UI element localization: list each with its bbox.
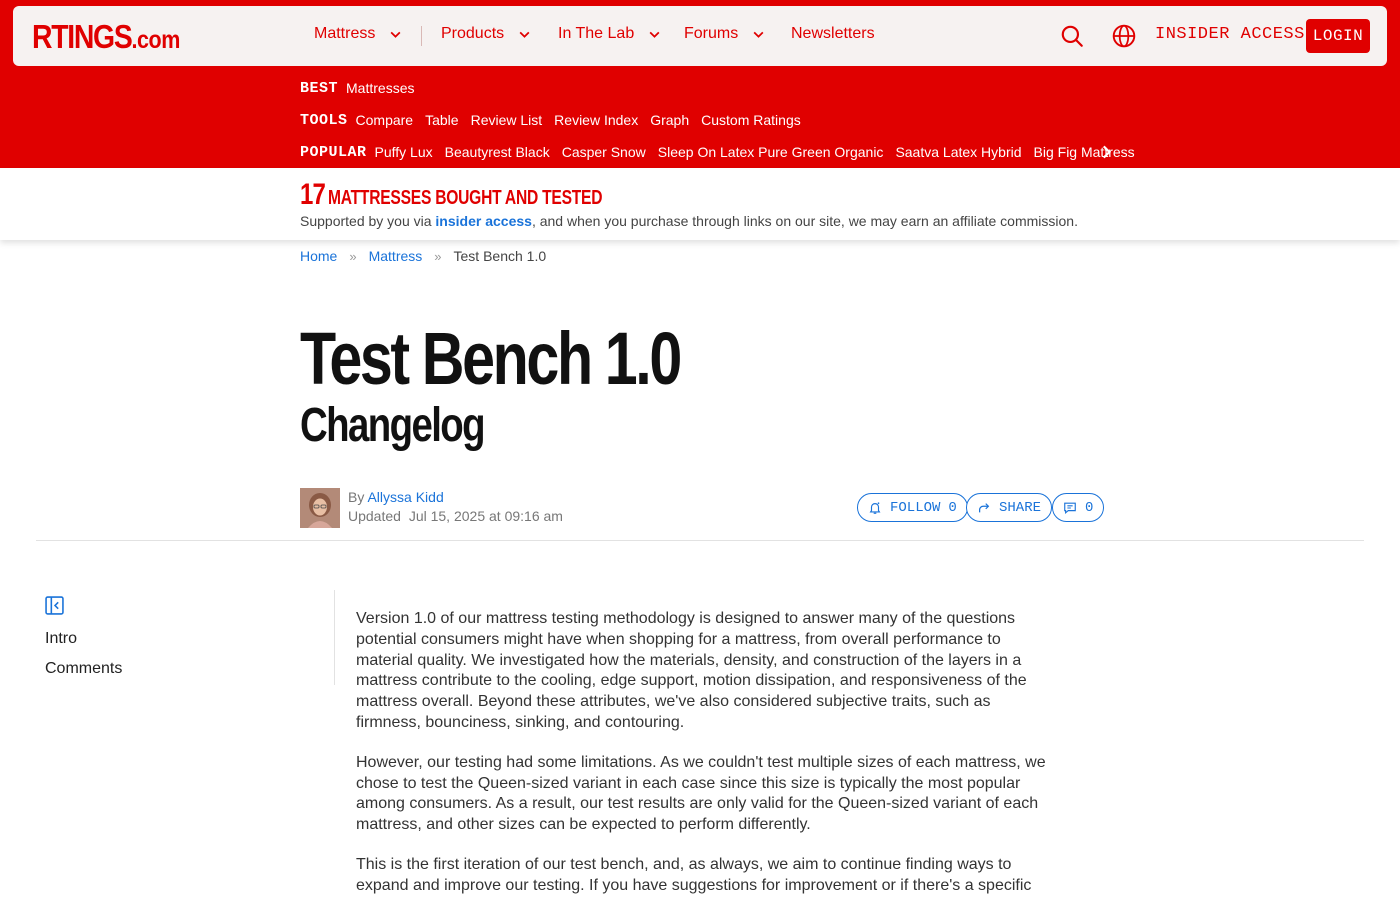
- article-paragraph: Version 1.0 of our mattress testing methodology is designed to answer many of the questions potential consumers might have when shopping for a mattress, from overall performance to material quality. We investigated how the materials, density, and construction of the layers in a mattress contribute to the cooling, edge support, motion dissipation, and responsiveness of the mattress overall. Beyond these attributes, we've also considered subjective traits, such as firmness, bounciness, sinking, and contouring.: [356, 610, 1027, 731]
- top-navbar: [13, 6, 1387, 66]
- article-body: [356, 609, 1046, 916]
- subnav-popular-scroller: [300, 141, 1135, 163]
- subnav-link[interactable]: Review List: [470, 112, 543, 128]
- nav-label: Forums: [684, 25, 739, 42]
- sidebar-collapse-icon[interactable]: [45, 596, 64, 615]
- subnav-tools-label: TOOLS: [300, 111, 348, 129]
- affiliate-text: , and when you purchase through links on our site, we may earn an affiliate commission.: [531, 213, 1078, 229]
- subnav-link[interactable]: Compare: [355, 112, 414, 128]
- updated-label: Updated: [348, 508, 401, 524]
- logo-suffix: .com: [131, 26, 180, 54]
- by-label: By: [348, 489, 365, 505]
- affiliate-text: Supported by you via: [300, 213, 436, 229]
- nav-newsletters[interactable]: [791, 25, 875, 43]
- globe-icon[interactable]: [1111, 23, 1137, 49]
- byline: [348, 489, 444, 505]
- affiliate-notice: [300, 213, 1078, 229]
- follow-label: FOLLOW: [890, 499, 941, 516]
- subnav-popular-label: POPULAR: [300, 143, 367, 161]
- subnav-best-label: BEST: [300, 79, 339, 97]
- subnav-link[interactable]: Table: [425, 112, 459, 128]
- tested-count: 17: [300, 178, 326, 211]
- comments-button[interactable]: [1052, 493, 1104, 522]
- toc-item-comments[interactable]: Comments: [45, 660, 123, 677]
- subnav-link[interactable]: Puffy Lux: [374, 144, 433, 160]
- nav-label: Newsletters: [791, 25, 875, 42]
- share-label: SHARE: [999, 499, 1042, 516]
- subnav-link[interactable]: Big Fig Mattress: [1033, 144, 1135, 160]
- author-link[interactable]: Allyssa Kidd: [367, 489, 444, 505]
- breadcrumb-home[interactable]: Home: [300, 248, 338, 264]
- chevron-right-icon[interactable]: [1099, 143, 1113, 161]
- nav-products[interactable]: [441, 25, 531, 43]
- tested-label: MATTRESSES BOUGHT AND TESTED: [328, 187, 603, 209]
- subnav-link[interactable]: Sleep On Latex Pure Green Organic: [657, 144, 884, 160]
- follow-button[interactable]: [857, 493, 968, 522]
- subnav-link[interactable]: Review Index: [554, 112, 639, 128]
- nav-separator: [421, 26, 422, 46]
- updated-date: Jul 15, 2025 at 09:16 am: [408, 508, 563, 524]
- nav-forums[interactable]: [684, 25, 765, 43]
- share-button[interactable]: [966, 493, 1052, 522]
- bell-icon: [868, 501, 882, 515]
- nav-label: Mattress: [314, 25, 376, 42]
- nav-mattress[interactable]: [314, 25, 402, 43]
- subnav-link[interactable]: Saatva Latex Hybrid: [895, 144, 1022, 160]
- share-icon: [977, 501, 991, 515]
- header-divider: [36, 540, 1364, 541]
- insider-access-link[interactable]: INSIDER ACCESS: [1155, 25, 1305, 44]
- chevron-down-icon: [648, 28, 661, 41]
- subnav-popular: [300, 141, 1147, 163]
- subnav-link[interactable]: Casper Snow: [561, 144, 646, 160]
- chevron-down-icon: [518, 28, 531, 41]
- subnav-link[interactable]: Custom Ratings: [701, 112, 801, 128]
- comment-count: 0: [1085, 499, 1094, 516]
- site-logo[interactable]: [32, 18, 180, 56]
- nav-in-the-lab[interactable]: [558, 25, 661, 43]
- breadcrumb-current: Test Bench 1.0: [453, 248, 547, 264]
- nav-label: Products: [441, 25, 505, 42]
- chevron-down-icon: [752, 28, 765, 41]
- avatar-image: [300, 488, 340, 528]
- follow-count: 0: [948, 499, 957, 516]
- banner-title: [300, 178, 680, 212]
- updated-line: [348, 508, 563, 524]
- tested-banner: [0, 168, 1400, 240]
- breadcrumb-separator-icon: »: [434, 248, 442, 264]
- page-title: Test Bench 1.0: [300, 317, 680, 400]
- article-paragraph: However, our testing had some limitations. As we couldn't test multiple sizes of each mattress, we chose to test the Queen-sized variant in each case since this size is typically the most popular among consumers. As a result, our test results are only valid for the Queen-sized variant of each mattress, and other sizes can be expected to perform differently.: [356, 753, 1046, 834]
- comment-icon: [1063, 501, 1077, 515]
- insider-access-inline-link[interactable]: insider access: [435, 213, 532, 229]
- author-avatar[interactable]: [300, 488, 340, 528]
- breadcrumb-separator-icon: »: [349, 248, 357, 264]
- search-icon[interactable]: [1059, 23, 1085, 49]
- subnav-best: [300, 77, 426, 99]
- toc-item-intro[interactable]: Intro: [45, 630, 78, 647]
- breadcrumb-mattress[interactable]: Mattress: [368, 248, 423, 264]
- chevron-down-icon: [389, 28, 402, 41]
- login-button[interactable]: LOGIN: [1306, 19, 1370, 53]
- subnav-link[interactable]: Mattresses: [346, 80, 415, 96]
- subnav-link[interactable]: Graph: [650, 112, 690, 128]
- nav-label: In The Lab: [558, 25, 635, 42]
- article-paragraph: This is the first iteration of our test bench, and, as always, we aim to continue finding ways to expand and improve our testing. If you have suggestions for improvement or if there's a specific: [356, 855, 1032, 894]
- subnav-link[interactable]: Beautyrest Black: [444, 144, 550, 160]
- subnav-tools: [300, 109, 813, 131]
- logo-text: RTINGS: [32, 18, 132, 55]
- page-subtitle: Changelog: [300, 399, 484, 452]
- breadcrumb: [300, 248, 546, 264]
- toc-divider: [334, 590, 335, 685]
